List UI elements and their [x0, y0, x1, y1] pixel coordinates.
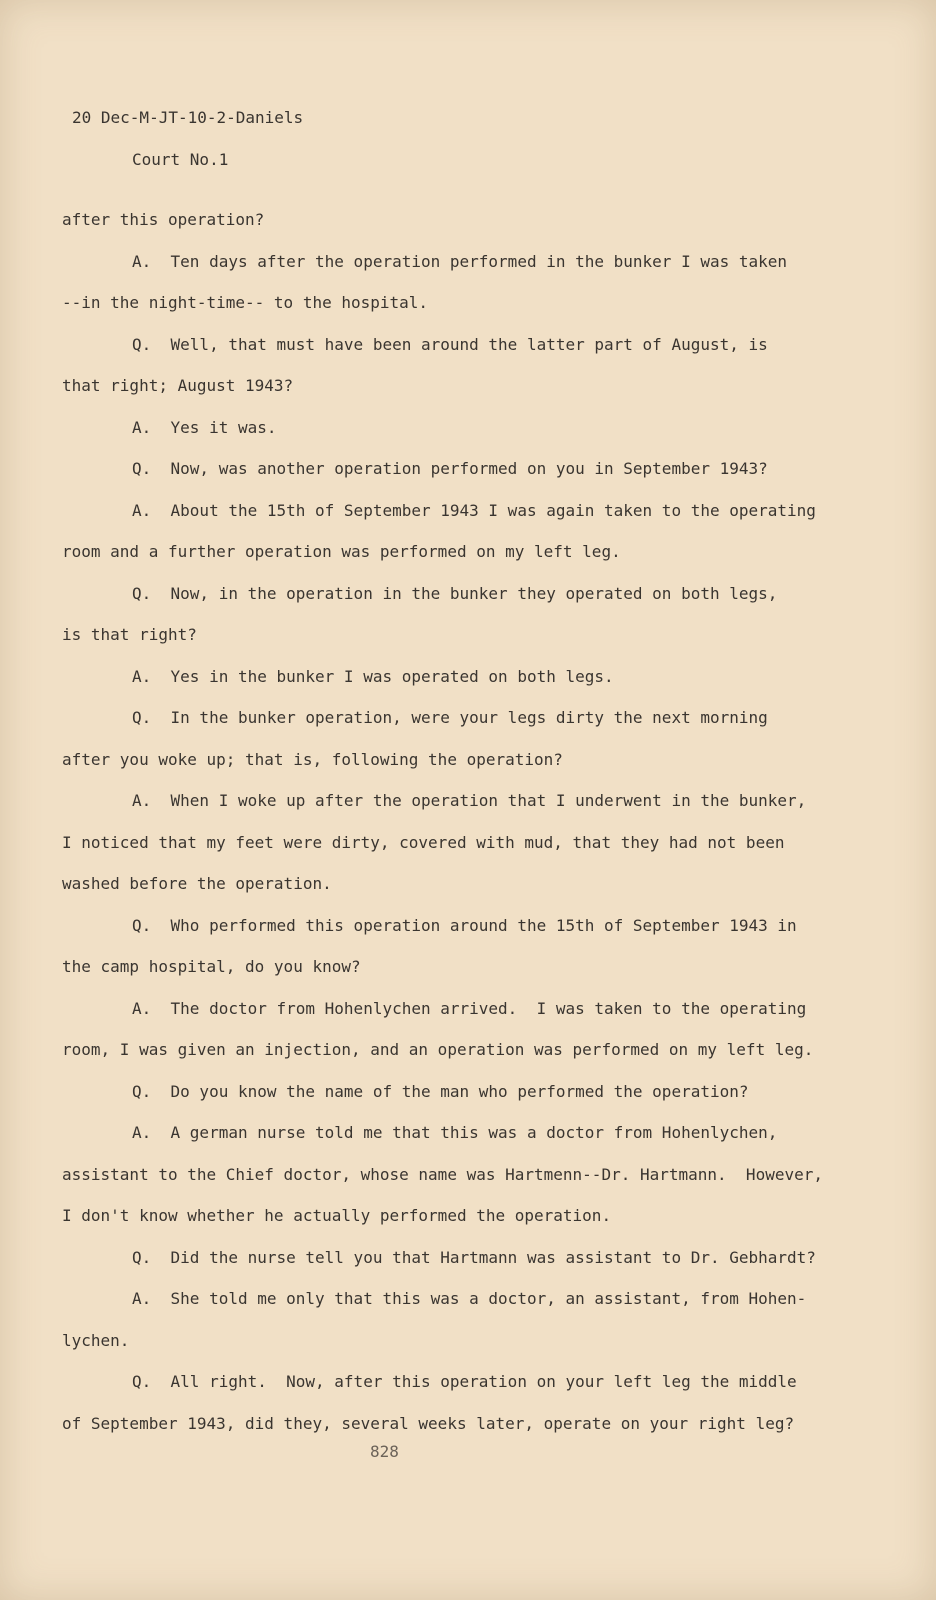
transcript-line: I don't know whether he actually performed the operation.	[62, 1206, 612, 1225]
transcript-line: after you woke up; that is, following the operation?	[62, 749, 563, 769]
transcript-line: Q. Do you know the name of the man who performed the operation?	[132, 1081, 749, 1101]
page-number: 828	[370, 1442, 399, 1461]
transcript-line: A. Yes in the bunker I was operated on both legs.	[132, 666, 614, 686]
transcript-line: A. A german nurse told me that this was a doctor from Hohenlychen,	[132, 1123, 778, 1142]
transcript-line: the camp hospital, do you know?	[62, 957, 361, 976]
transcript-line: room, I was given an injection, and an operation was performed on my left leg.	[62, 1040, 814, 1059]
transcript-line: A. The doctor from Hohenlychen arrived. I was taken to the operating	[132, 998, 807, 1018]
transcript-line: that right; August 1943?	[62, 376, 294, 395]
transcript-line: A. She told me only that this was a doctor, an assistant, from Hohen-	[132, 1289, 807, 1308]
transcript-line: Q. All right. Now, after this operation on your left leg the middle	[132, 1372, 797, 1391]
transcript-line: Q. Who performed this operation around the 15th of September 1943 in	[132, 915, 797, 935]
transcript-line: Q. Did the nurse tell you that Hartmann was assistant to Dr. Gebhardt?	[132, 1247, 816, 1267]
transcript-line: lychen.	[62, 1330, 130, 1350]
court-number: Court No.1	[132, 150, 229, 169]
transcript-line: is that right?	[62, 625, 197, 644]
transcript-line: I noticed that my feet were dirty, covered with mud, that they had not been	[62, 832, 785, 852]
transcript-line: --in the night-time-- to the hospital.	[62, 293, 429, 312]
transcript-line: after this operation?	[62, 210, 265, 229]
transcript-line: A. When I woke up after the operation that I underwent in the bunker,	[132, 791, 807, 810]
transcript-line: Q. In the bunker operation, were your legs dirty the next morning	[132, 708, 768, 727]
transcript-line: Q. Well, that must have been around the latter part of August, is	[132, 334, 768, 354]
transcript-line: assistant to the Chief doctor, whose name was Hartmenn--Dr. Hartmann. However,	[62, 1164, 823, 1184]
transcript-line: A. About the 15th of September 1943 I was again taken to the operating	[132, 500, 816, 520]
transcript-line: of September 1943, did they, several weeks later, operate on your right leg?	[62, 1413, 795, 1433]
transcript-line: Q. Now, was another operation performed on you in September 1943?	[132, 459, 768, 478]
transcript-line: washed before the operation.	[62, 874, 332, 893]
transcript-line: room and a further operation was performed on my left leg.	[62, 542, 621, 561]
transcript-line: A. Yes it was.	[132, 417, 277, 437]
transcript-line: A. Ten days after the operation performed in the bunker I was taken	[132, 251, 788, 271]
transcript-line: Q. Now, in the operation in the bunker they operated on both legs,	[132, 583, 778, 603]
transcript-body	[62, 210, 872, 1455]
document-reference: 20 Dec-M-JT-10-2-Daniels	[72, 108, 304, 127]
